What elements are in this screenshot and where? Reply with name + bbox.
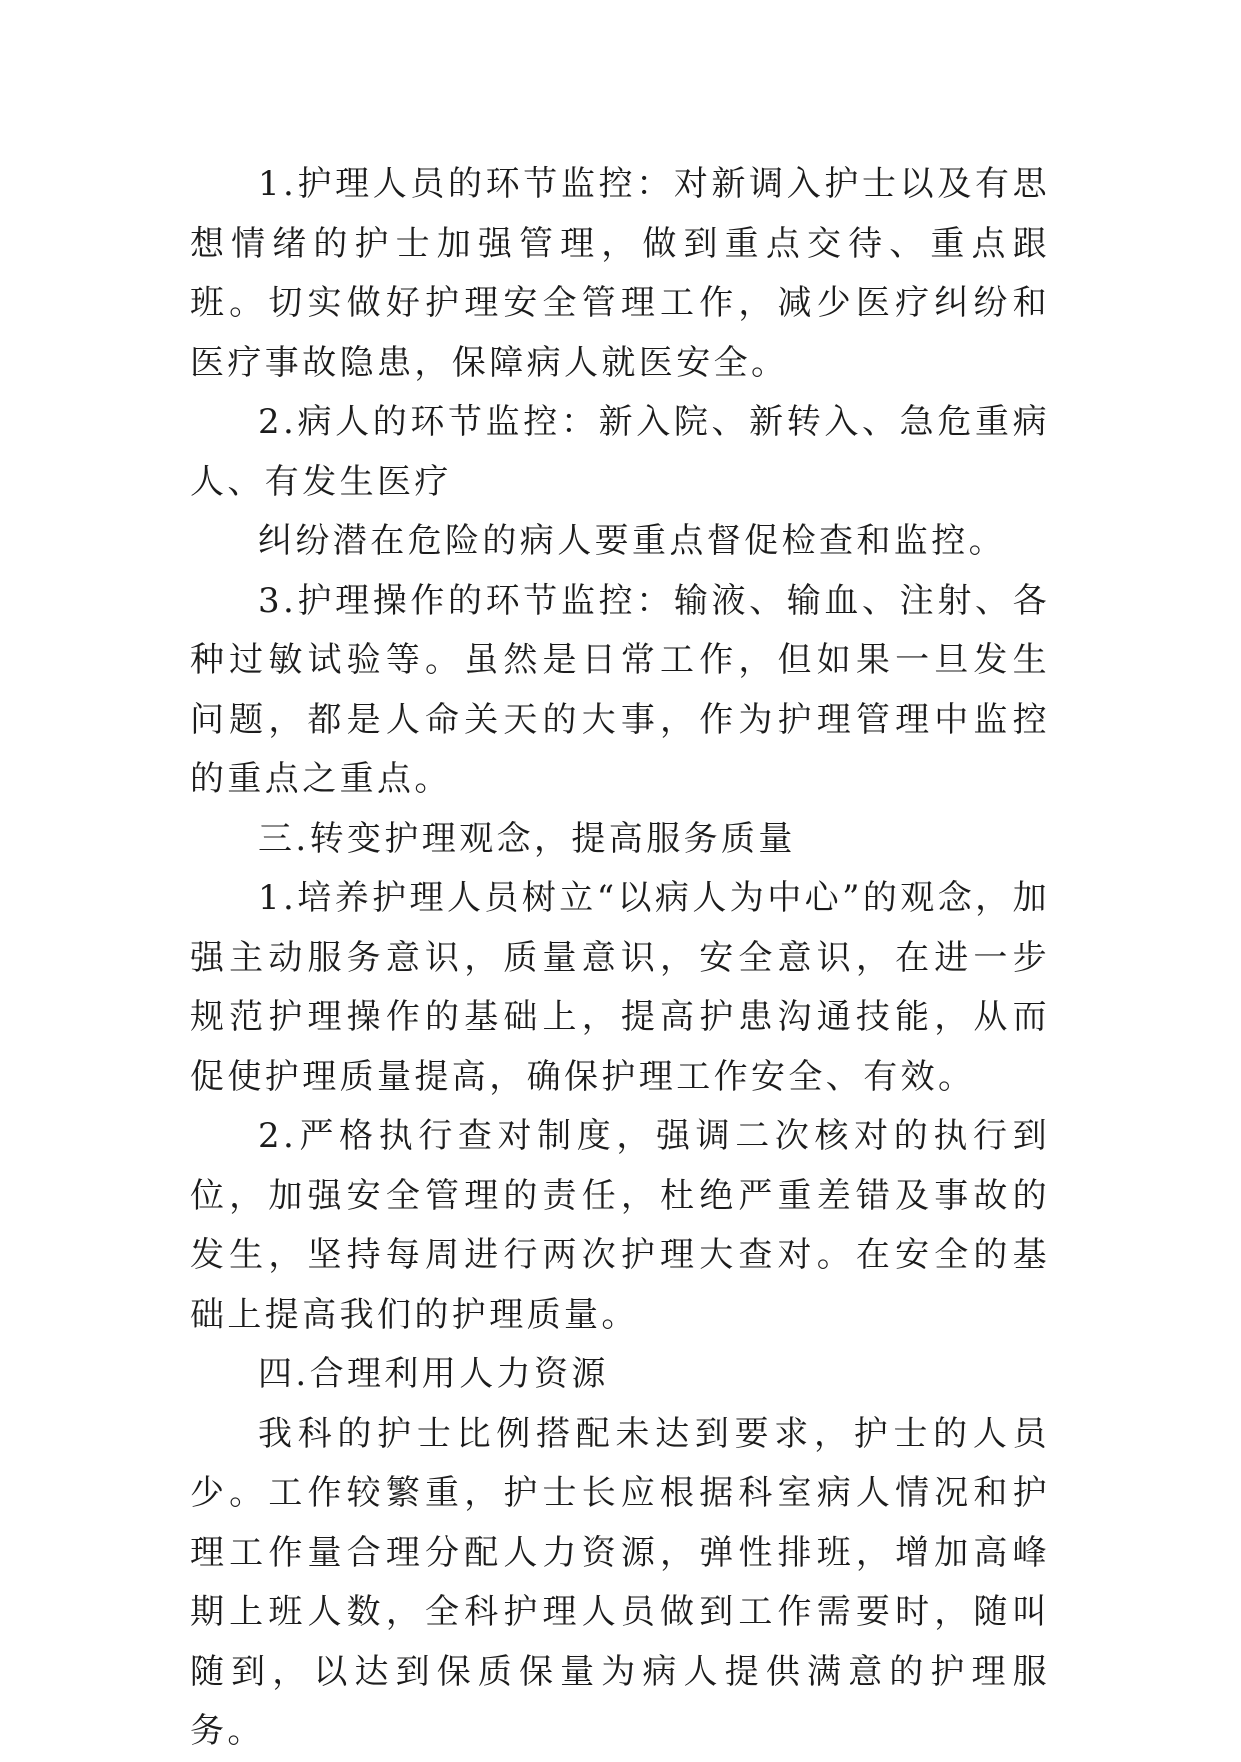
section-heading-service-quality: 三.转变护理观念，提高服务质量 <box>258 818 796 859</box>
section-heading-human-resources: 四.合理利用人力资源 <box>258 1354 609 1394</box>
paragraph-patient-centered: 1.培养护理人员树立“以病人为中心”的观念，加强主动服务意识，质量意识，安全意识，在进一步规范护理操作的基础上，提高护患沟通技能，从而促使护理质量提高，确保护理工作安全、有效。 <box>190 878 1050 1097</box>
paragraph-patient-monitoring: 2.病人的环节监控：新入院、新转入、急危重病人、有发生医疗 <box>190 402 1050 502</box>
paragraph-verification-system: 2.严格执行查对制度，强调二次核对的执行到位，加强安全管理的责任，杜绝严重差错及事故的发生，坚持每周进行两次护理大查对。在安全的基础上提高我们的护理质量。 <box>190 1116 1050 1335</box>
document-body <box>190 155 1050 1762</box>
paragraph-operation-monitoring: 3.护理操作的环节监控：输液、输血、注射、各种过敏试验等。虽然是日常工作，但如果一旦发生问题，都是人命关天的大事，作为护理管理中监控的重点之重点。 <box>190 580 1050 799</box>
paragraph-staffing: 我科的护士比例搭配未达到要求，护士的人员少。工作较繁重，护士长应根据科室病人情况和护理工作量合理分配人力资源，弹性排班，增加高峰期上班人数，全科护理人员做到工作需要时，随叫随到，以达到保质保量为病人提供满意的护理服务。 <box>190 1413 1050 1751</box>
paragraph-patient-monitoring-continued: 纠纷潜在危险的病人要重点督促检查和监控。 <box>258 521 1006 561</box>
paragraph-nurse-monitoring: 1.护理人员的环节监控：对新调入护士以及有思想情绪的护士加强管理，做到重点交待、重点跟班。切实做好护理安全管理工作，减少医疗纠纷和医疗事故隐患，保障病人就医安全。 <box>190 164 1050 383</box>
